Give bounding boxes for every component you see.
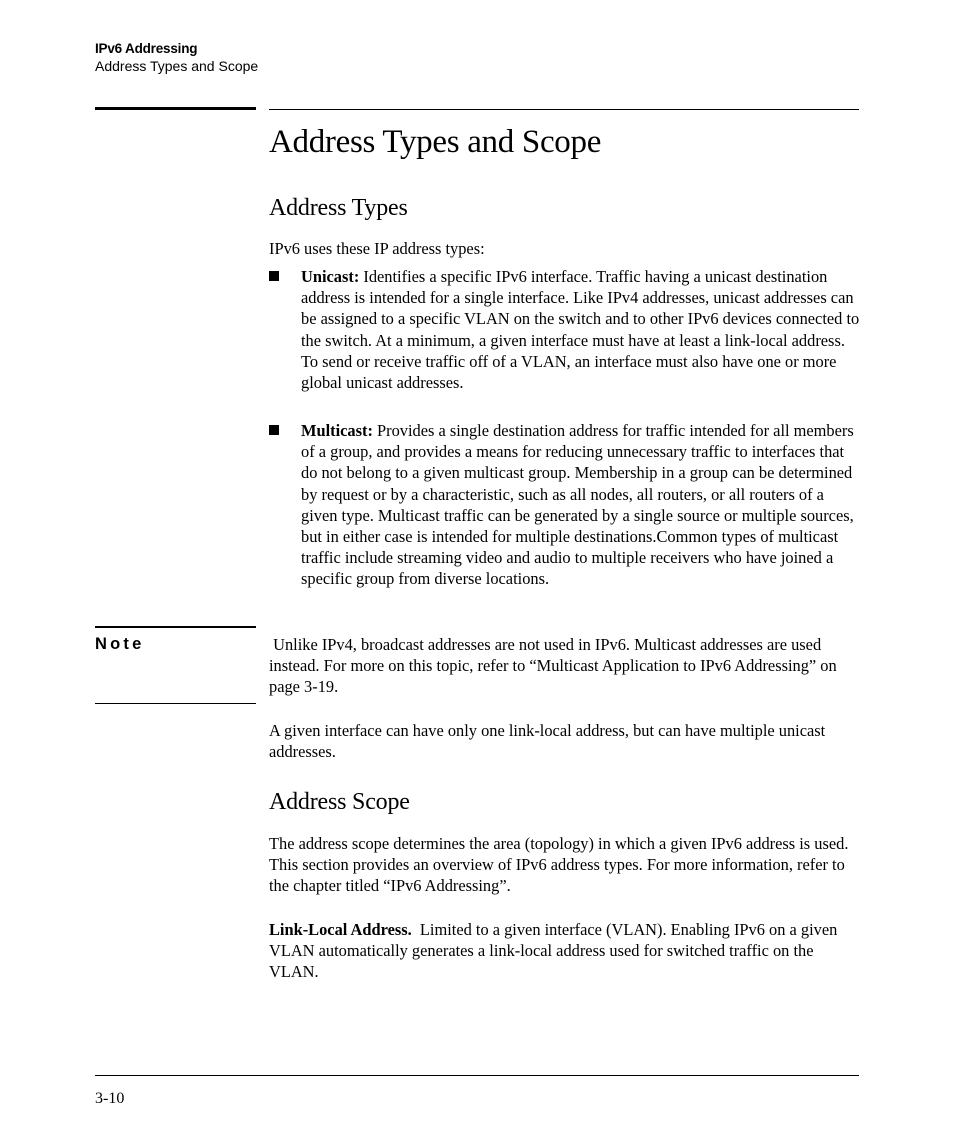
bullet-square-icon [269, 425, 279, 435]
address-types-heading: Address Types [269, 195, 408, 221]
address-scope-heading: Address Scope [269, 789, 410, 815]
link-local-term: Link-Local Address. [269, 920, 412, 939]
note-rule-bottom [95, 703, 256, 704]
bullet-square-icon [269, 271, 279, 281]
address-types-intro: IPv6 uses these IP address types: [269, 239, 485, 258]
note-body: Unlike IPv4, broadcast addresses are not used in IPv6. Multicast addresses are used instead. For more on this topic, refer to “Multicast Application to IPv6 Addressing” on page 3-19. [269, 635, 837, 697]
address-scope-paragraph: The address scope determines the area (topology) in which a given IPv6 address is used. This section provides an overview of IPv6 address types. For more information, refer to the chapter titled “IPv6 Addressing”. [269, 834, 849, 896]
bullet-term: Multicast: [301, 421, 373, 440]
note-text [269, 634, 861, 698]
bullet-description: Identifies a specific IPv6 interface. Traffic having a unicast destination address is intended for a single interface. Like IPv4 addresses, unicast addresses can be assigned to a specific VLAN on the switch and to other IPv6 devices connected to the switch. At a minimum, a given interface must have at least a link-local address. To send or receive traffic off of a VLAN, an interface must also have one or more global unicast addresses. [301, 267, 860, 393]
link-local-count-paragraph: A given interface can have only one link-local address, but can have multiple unicast addresses. [269, 721, 826, 762]
note-rule-top [95, 626, 256, 628]
footer-rule [95, 1075, 859, 1076]
running-header-section: Address Types and Scope [95, 58, 259, 74]
note-label: Note [95, 635, 145, 653]
link-local-paragraph [269, 919, 861, 983]
link-local-description: Limited to a given interface (VLAN). Enabling IPv6 on a given VLAN automatically generates a link-local address used for switched traffic on the VLAN. [269, 920, 842, 982]
running-header-chapter: IPv6 Addressing [95, 41, 198, 56]
bullet-description: Provides a single destination address for traffic intended for all members of a group, and provides a means for reducing unnecessary traffic to interfaces that do not belong to a given multicast group. Membership in a group can be determined by request or by a characteristic, such as all nodes, all routers, or all routers of a given type. Multicast traffic can be generated by a single source or multiple sources, but in either case is intended for multiple destinations.Common types of multicast traffic include streaming video and audio to multiple receivers who have joined a specific group from diverse locations. [301, 421, 854, 589]
bullet-text [301, 266, 861, 393]
header-rule-left [95, 107, 256, 110]
bullet-term: Unicast: [301, 267, 360, 286]
page-title: Address Types and Scope [269, 124, 602, 160]
header-rule-right [269, 109, 859, 110]
page-number: 3-10 [95, 1090, 125, 1107]
bullet-text [301, 420, 861, 590]
